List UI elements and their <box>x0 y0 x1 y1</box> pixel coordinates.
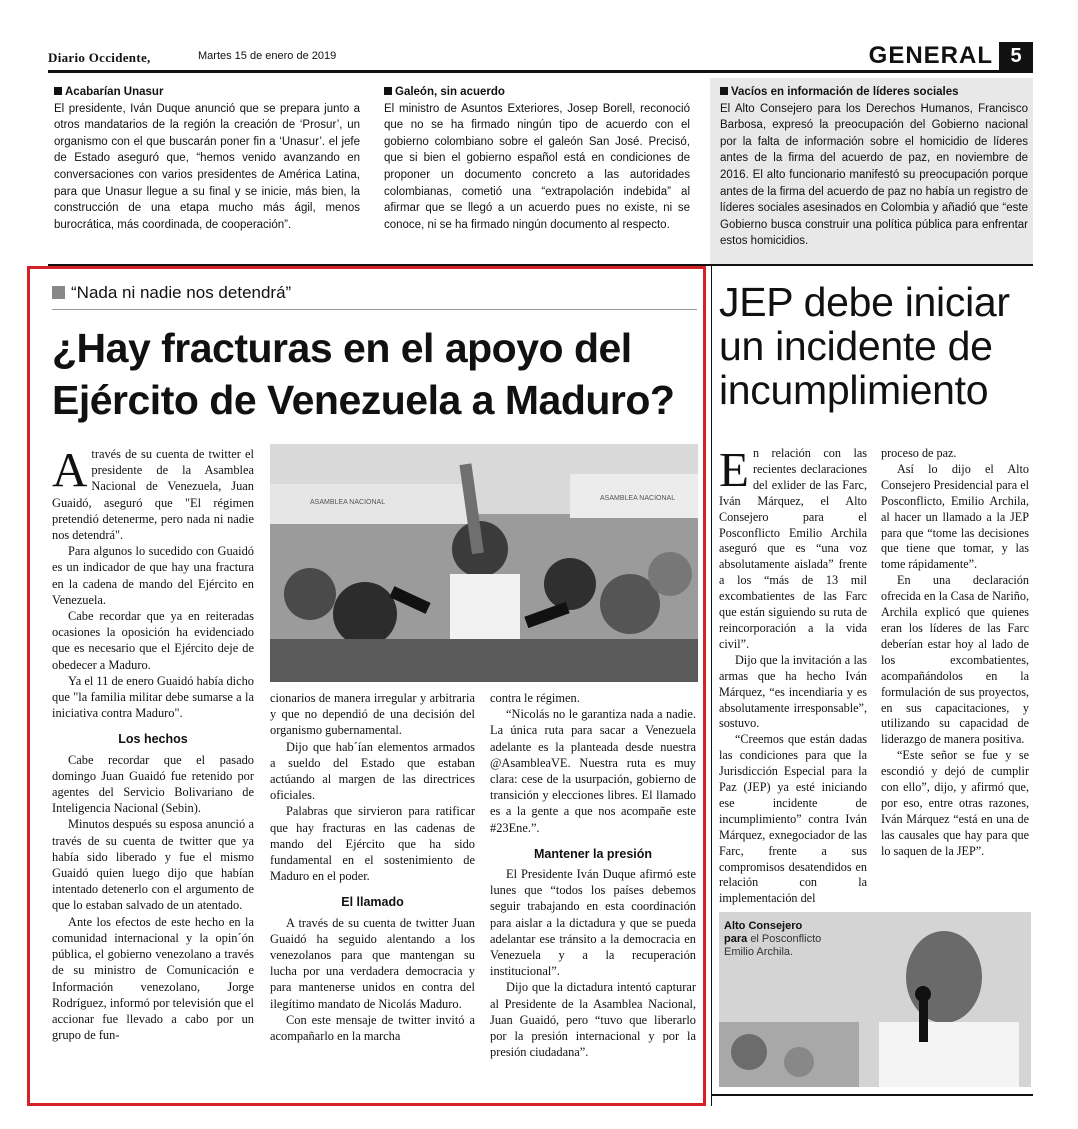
article-headline: ¿Hay fracturas en el apoyo del Ejército de Venezuela a Maduro? <box>52 325 675 423</box>
masthead <box>48 42 1033 73</box>
brief-body: El presidente, Iván Duque anunció que se prepara junto a otros mandatarios de la región la creación de ‘Prosur’, un organismo con el que buscarán poner fin a ‘Unasur’. el jefe de Estado aseguró que, “hemos venido avanzando en conversaciones con varios presidentes de América Latina, para que Unasur llegue a su final y se inicie, más bien, la construcción de una etapa mucho más ágil, menos burocrática, más coordinada, de cooperación”. <box>54 102 360 231</box>
guaido-photo <box>270 444 698 682</box>
subheading: Los hechos <box>118 732 188 747</box>
square-bullet-icon <box>720 87 728 95</box>
side-headline: JEP debe iniciar un incidente de incumplimiento <box>719 279 1010 413</box>
article-column-1: Através de su cuenta de twitter el presidente de la Asamblea Nacional de Venezuela, Juan Guaidó, aseguró que "El régimen pretendió detenerme, pero nada ni nadie nos detendrá". Para algunos lo sucedido con Guaidó es un indicador de que hay una fractura en la cadena de mando del Ejército en Venezuela. Cabe recordar que ya en reiteradas ocasiones la oposición ha evidenciado que es necesario que el Ejército deje de obedecer a Maduro. Ya el 11 de enero Guaidó había dicho que "la familia militar debe sumarse a la iniciativa contra Maduro". Los hechos Cabe recordar que el pasado domingo Juan Guaidó fue retenido por agentes del Servicio Bolivariano de Inteligencia Nacional (Sebin). Minutos después su esposa anunció a través de su cuenta de twitter que ya había sido liberado y fue el mismo Guaidó quien luego dijo que habían intentado detenerlo con el argumento de que lo estaban salvado de un atentado. Ante los efectos de este hecho en la comunidad internacional y la opin´ón pública, el gobierno venezolano a través de su ministro de Comunicación e Información venezolano, Jorge Rodríguez, informó por televisión que el accionar fue llevado a cabo por un grupo de fun- <box>52 442 254 1043</box>
svg-text:ASAMBLEA NACIONAL: ASAMBLEA NACIONAL <box>310 499 386 506</box>
svg-text:ASAMBLEA NACIONAL: ASAMBLEA NACIONAL <box>600 495 676 502</box>
subheading: Mantener la presión <box>533 846 653 861</box>
square-bullet-icon <box>384 87 392 95</box>
divider <box>52 309 697 310</box>
brief-body: El ministro de Asuntos Exteriores, Josep Borell, reconoció que no se ha firmado ningún tipo de acuerdo con el gobierno colombiano sobre el galeón San José. Precisó, que si bien el gobierno español está en condiciones de proponer un documento concreto a las autoridades colombianas, cometió una “extrapolación indebida” al afirmar que se llegó a un acuerdo pues no existe, ni se conoce, ni se ha firmado ningún documento al respecto. <box>384 102 690 231</box>
drop-cap: E <box>719 442 749 497</box>
brief-title: Acabarían Unasur <box>54 84 360 101</box>
side-column-2: proceso de paz. Así lo dijo el Alto Consejero Presidencial para el Posconflicto, Emilio Archila, al hacer un llamado a la JEP para que “tome las decisiones que tiene que tomar, y las tome rápidamente”. En una declaración ofrecida en la Casa de Nariño, Archila explicó que quienes eran los líderes de las Farc deberían estar hoy al lado de los excombatientes, acompañándolos en la formulación de sus proyectos, en sus capacitaciones, y utilizando su capacidad de liderazgo de manera positiva. “Este señor se fue y se escondió y dejó de cumplir con ello”, dijo, y afirmó que, por eso, entre otras razones, Iván Márquez “está en una de las causales que hay para que lo saquen de la JEP”. <box>881 446 1029 858</box>
side-column-1: En relación con las recientes declaraciones del exlider de las Farc, Iván Márquez, el Alto Consejero para el Posconflicto Emilio Archila aseguró que es “una voz absolutamente aislada” frente a los “más de 13 mil excombatientes de las Farc que están siguiendo su ruta de reincorporación a la vida civil”. Dijo que la invitación a las armas que ha hecho Iván Márquez, “es incendiaria y es absolutamente irresponsable”, sostuvo. “Creemos que están dadas las condiciones para que la Jurisdicción Especial para la Paz (JEP) ya esté iniciando ese incidente de incumplimiento” contra Iván Márquez, exnegociador de las Farc, frente a sus compromisos desatendidos en relación con la implementación del <box>719 442 867 906</box>
brief-galeon <box>384 84 690 233</box>
brief-title: Galeón, sin acuerdo <box>384 84 690 101</box>
section-title: GENERAL <box>868 42 993 69</box>
issue-date: Martes 15 de enero de 2019 <box>198 50 337 62</box>
square-bullet-icon <box>52 286 65 299</box>
brief-lideres <box>714 84 1028 250</box>
subheading: El llamado <box>341 895 404 910</box>
brief-unasur <box>54 84 360 233</box>
page-number: 5 <box>999 42 1033 70</box>
newspaper-name: Diario Occidente, <box>48 50 151 65</box>
divider <box>711 1094 1033 1096</box>
article-kicker: “Nada ni nadie nos detendrá” <box>52 283 697 303</box>
square-bullet-icon <box>54 87 62 95</box>
brief-body: El Alto Consejero para los Derechos Humanos, Francisco Barbosa, expresó la preocupación del Gobierno nacional por la falta de información sobre el homicidio de líderes antes de la firma del acuerdo de paz, en noviembre de 2016. El alto funcionario manifestó su preocupación porque antes de la firma del acuerdo de paz no había un registro de líderes sociales asesinados en Colombia y añadió que “este Gobierno busca construir una política pública para enfrentar estos homicidios. <box>720 102 1028 248</box>
drop-cap: A <box>52 442 88 497</box>
column-divider <box>711 266 712 1106</box>
article-column-3: contra le régimen. “Nicolás no le garantiza nada a nadie. La única ruta para sacar a Venezuela adelante es la planteada desde nuestra @AsambleaVE. Nuestra ruta es muy clara: cese de la usurpación, gobierno de transición y elecciones libres. El llamado es a la gente a que nos acompañe este #23Ene.”. Mantener la presión El Presidente Iván Duque afirmó este lunes que “todos los países debemos seguir trabajando en esta coordinación para aislar a la dictadura y que se pueda adelantar ese tránsito a la democracia en Venezuela y a la recuperación institucional”. Dijo que la dictadura intentó capturar al Presidente de la Asamblea Nacional, Juan Guaidó, pero “tuvo que liberarlo por la presión internacional y por la presión ciudadana”. <box>490 691 696 1060</box>
briefs-row <box>48 78 1033 264</box>
article-column-2: cionarios de manera irregular y arbitraria y que no dependió de una decisión del organismo gubernamental. Dijo que hab´ían elementos armados a sueldo del Estado que estaban actúando al margen de las directrices oficiales. Palabras que sirvieron para ratificar que hay fracturas en las cadenas de mando del Ejército que ha sido fundamental en el sostenimiento de Maduro en el poder. El llamado A través de su cuenta de twitter Juan Guaidó ha seguido alentando a los venezolanos para que mantengan su lucha por una verdadera democracia y para mantenerse unidos en contra del ilegítimo mandato de Nicolás Maduro. Con este mensaje de twitter invitó a acompañarlo en la marcha <box>270 691 475 1044</box>
brief-title: Vacíos en información de líderes sociales <box>720 84 1028 101</box>
photo-caption: Alto Consejero para el Posconflicto Emilio Archila. <box>724 920 822 958</box>
